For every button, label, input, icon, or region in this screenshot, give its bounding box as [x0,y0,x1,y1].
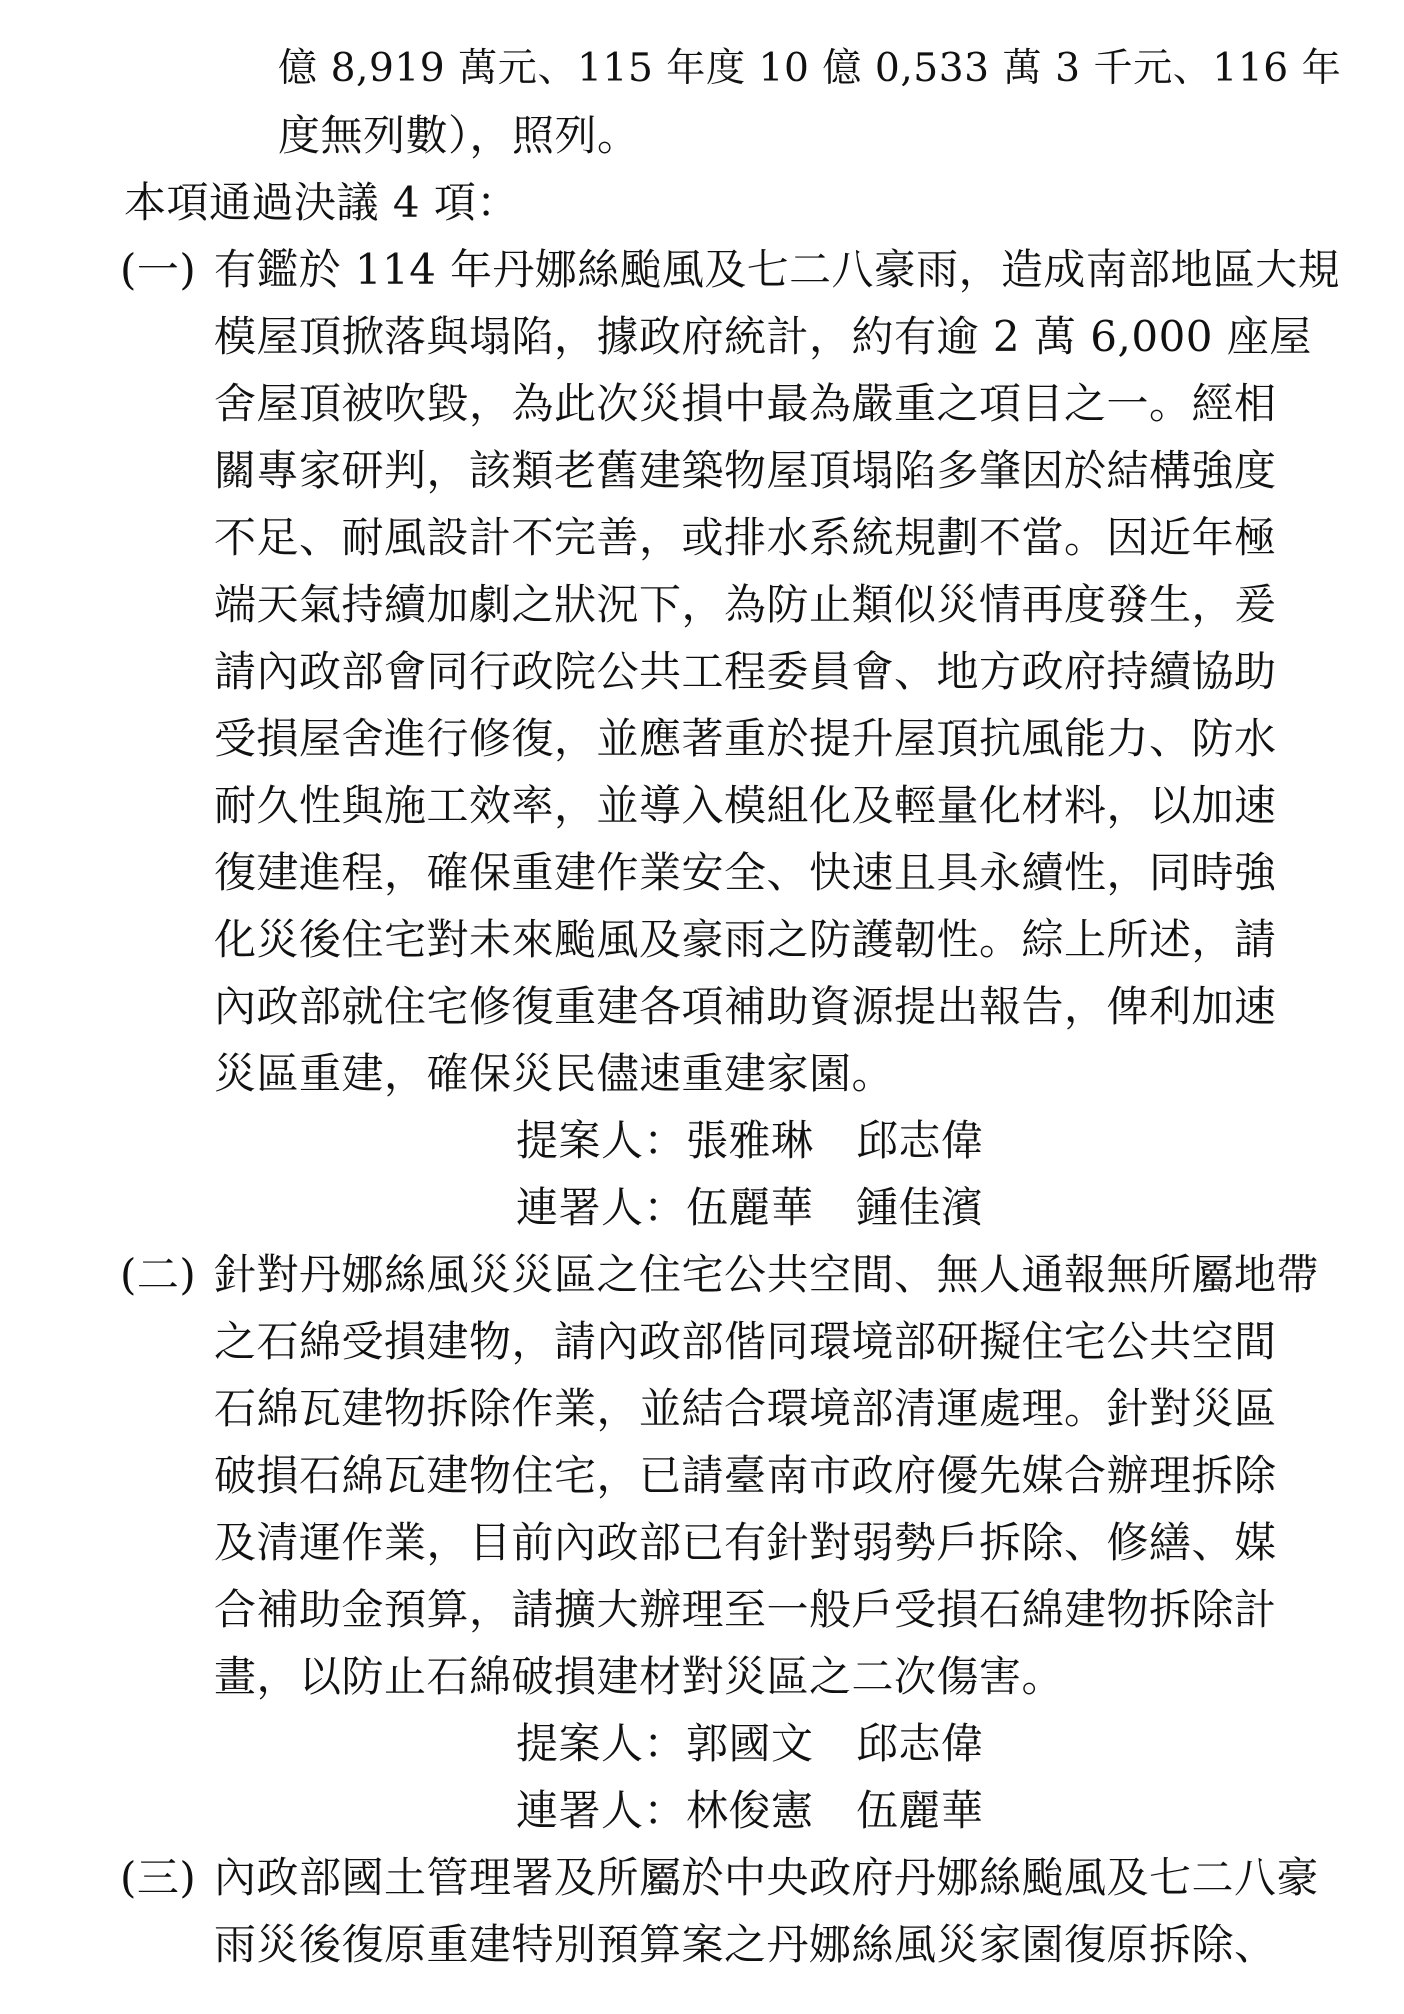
resolution-1-line-4: 關專家研判，該類老舊建築物屋頂塌陷多肇因於結構強度 [214,446,1277,495]
resolution-1-line-11: 化災後住宅對未來颱風及豪雨之防護韌性。綜上所述，請 [214,915,1277,964]
resolution-2-cosigner: 連署人：林俊憲 伍麗華 [516,1786,984,1835]
resolution-2-proposer: 提案人：郭國文 邱志偉 [516,1719,984,1768]
intro-line-2: 度無列數），照列。 [278,111,640,160]
resolution-1-line-7: 請內政部會同行政院公共工程委員會、地方政府持續協助 [214,647,1277,696]
intro-line-1: 億 8,919 萬元、115 年度 10 億 0,533 萬 3 千元、116 年 [278,46,1342,91]
resolution-1-line-13: 災區重建，確保災民儘速重建家園。 [214,1049,895,1098]
resolution-1-proposer: 提案人：張雅琳 邱志偉 [516,1116,984,1165]
resolution-2-line-6: 合補助金預算，請擴大辦理至一般戶受損石綿建物拆除計 [214,1585,1277,1634]
resolution-2-line-5: 及清運作業，目前內政部已有針對弱勢戶拆除、修繕、媒 [214,1518,1277,1567]
resolution-2-line-7: 畫，以防止石綿破損建材對災區之二次傷害。 [214,1652,1065,1701]
resolution-2-line-2: 之石綿受損建物，請內政部偕同環境部研擬住宅公共空間 [214,1317,1277,1366]
resolution-1-line-9: 耐久性與施工效率，並導入模組化及輕量化材料，以加速 [214,781,1277,830]
resolution-1-line-12: 內政部就住宅修復重建各項補助資源提出報告，俾利加速 [214,982,1277,1031]
resolution-3-line-2: 雨災後復原重建特別預算案之丹娜絲風災家園復原拆除、 [214,1920,1277,1969]
resolution-2-label: (二) [120,1250,197,1299]
resolution-1-line-3: 舍屋頂被吹毀，為此次災損中最為嚴重之項目之一。經相 [214,379,1277,428]
resolution-1-cosigner: 連署人：伍麗華 鍾佳濱 [516,1183,984,1232]
resolution-1-line-10: 復建進程，確保重建作業安全、快速且具永續性，同時強 [214,848,1277,897]
resolution-2-line-4: 破損石綿瓦建物住宅，已請臺南市政府優先媒合辦理拆除 [214,1451,1277,1500]
resolution-1-line-1: 有鑑於 114 年丹娜絲颱風及七二八豪雨，造成南部地區大規 [214,245,1341,294]
resolution-1-line-5: 不足、耐風設計不完善，或排水系統規劃不當。因近年極 [214,513,1277,562]
resolution-3-label: (三) [120,1853,197,1902]
resolution-2-line-1: 針對丹娜絲風災災區之住宅公共空間、無人通報無所屬地帶 [214,1250,1320,1299]
section-heading: 本項通過決議 4 項： [124,178,519,227]
resolution-1-line-8: 受損屋舍進行修復，並應著重於提升屋頂抗風能力、防水 [214,714,1277,763]
resolution-1-line-6: 端天氣持續加劇之狀況下，為防止類似災情再度發生，爰 [214,580,1277,629]
resolution-2-line-3: 石綿瓦建物拆除作業，並結合環境部清運處理。針對災區 [214,1384,1277,1433]
resolution-3-line-1: 內政部國土管理署及所屬於中央政府丹娜絲颱風及七二八豪 [214,1853,1320,1902]
resolution-1-label: (一) [120,245,197,294]
resolution-1-line-2: 模屋頂掀落與塌陷，據政府統計，約有逾 2 萬 6,000 座屋 [214,312,1312,361]
